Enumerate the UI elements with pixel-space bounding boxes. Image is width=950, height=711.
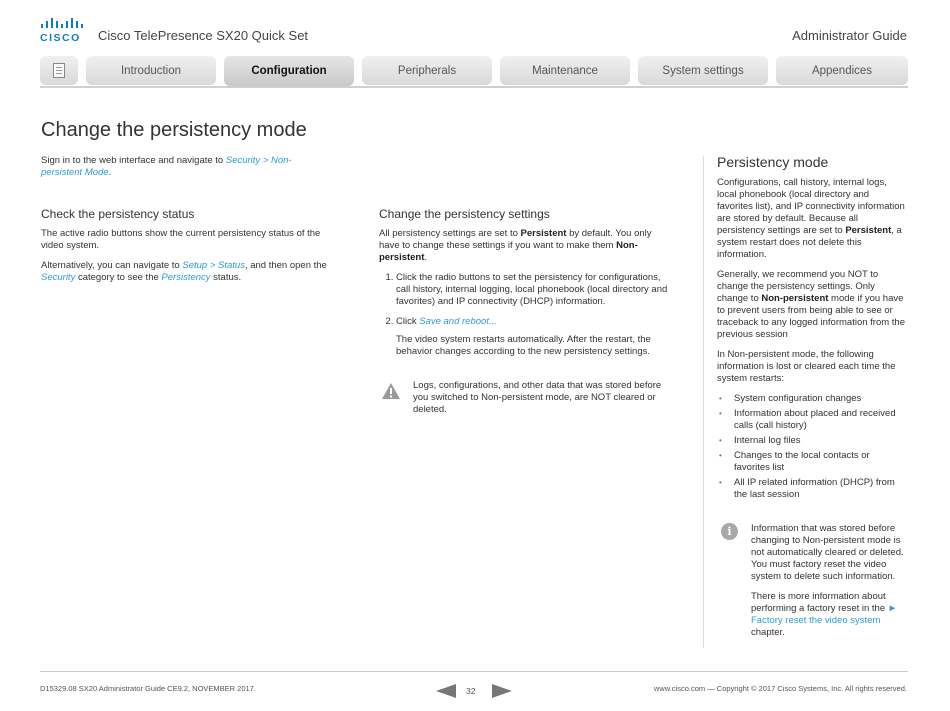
contents-icon: [53, 63, 65, 78]
factory-reset-link[interactable]: ► Factory reset the video system: [751, 603, 898, 626]
list-item: 2. Click Save and reboot... The video system restarts automatically. After the restart, the behavior changes according to the new persistency settings.: [396, 316, 674, 358]
change-settings-text: All persistency settings are set to Persistent by default. You only have to change these settings if you want to make them Non-persistent.: [379, 228, 652, 263]
page-title: Change the persistency mode: [41, 119, 307, 141]
save-and-reboot-link[interactable]: Save and reboot...: [419, 316, 497, 327]
tab-system-settings[interactable]: System settings: [638, 56, 768, 85]
warning-note: Logs, configurations, and other data that was stored before you switched to Non-persistent mode, are NOT cleared or deleted.: [379, 380, 674, 416]
security-nonpersistent-link[interactable]: Security > Non-persistent Mode: [41, 155, 292, 178]
check-status-text: The active radio buttons show the current persistency status of the video system.: [41, 228, 321, 251]
product-name: Cisco TelePresence SX20 Quick Set: [98, 28, 309, 43]
column-divider: [703, 156, 704, 648]
info-note: i Information that was stored before changing to Non-persistent mode is not automatically cleared or deleted. You must factory reset the video system to delete such information. There is more information about performing a factory reset in the ► Factory reset the video system chapter.: [717, 523, 907, 639]
list-item: • All IP related information (DHCP) from the last session: [717, 477, 907, 501]
steps-list: [379, 272, 674, 358]
tab-peripherals[interactable]: Peripherals: [362, 56, 492, 85]
copyright: www.cisco.com — Copyright © 2017 Cisco Systems, Inc. All rights reserved.: [653, 684, 907, 693]
tab-maintenance[interactable]: Maintenance: [500, 56, 630, 85]
persistency-mode-sidebar: [717, 156, 907, 647]
side-paragraph: Generally, we recommend you NOT to change the persistency settings. Only change to Non-persistent mode if you have to prevent users from being able to see or traceback to any logged information from the previous session: [717, 269, 905, 340]
footer-divider: [40, 671, 908, 672]
tab-underline: [40, 86, 908, 88]
list-item: • Changes to the local contacts or favorites list: [717, 450, 907, 474]
security-category-link[interactable]: Security: [41, 272, 76, 283]
list-item: • System configuration changes: [717, 393, 907, 405]
tab-contents[interactable]: [40, 56, 78, 85]
list-item: 1. Click the radio buttons to set the persistency for configurations, call history, internal logging, local phonebook (local directory and favorites) and IP connectivity (DHCP) information.: [396, 272, 674, 308]
chapter-tabs: [40, 56, 908, 86]
persistency-link[interactable]: Persistency: [161, 272, 211, 283]
side-paragraph: In Non-persistent mode, the following information is lost or cleared each time the system restarts:: [717, 349, 896, 384]
guide-name: Administrator Guide: [792, 28, 907, 43]
previous-page-arrow-icon[interactable]: [436, 684, 456, 698]
tab-configuration[interactable]: Configuration: [224, 56, 354, 86]
page-number: 32: [466, 686, 476, 696]
tab-introduction[interactable]: Introduction: [86, 56, 216, 85]
cisco-bars-icon: [40, 18, 84, 30]
persistency-mode-heading: Persistency mode: [717, 154, 829, 170]
document-id: D15329.08 SX20 Administrator Guide CE9.2, NOVEMBER 2017.: [40, 684, 256, 693]
check-status-section: [41, 208, 331, 292]
check-status-heading: Check the persistency status: [41, 207, 195, 221]
intro-text: Sign in to the web interface and navigate to Security > Non-persistent Mode.: [41, 155, 292, 178]
check-status-alternative: Alternatively, you can navigate to Setup > Status, and then open the Security category to see the Persistency status.: [41, 260, 327, 283]
tab-appendices[interactable]: Appendices: [776, 56, 908, 85]
side-paragraph: Configurations, call history, internal logs, local phonebook (local directory and favorites list), and IP connectivity information are stored by default. Because all persistency settings are set to Persistent, a system restart does not delete this information.: [717, 177, 905, 260]
setup-status-link[interactable]: Setup > Status: [182, 260, 245, 271]
list-item: • Information about placed and received calls (call history): [717, 408, 907, 432]
list-item: • Internal log files: [717, 435, 907, 447]
page-header: [0, 0, 950, 50]
next-page-arrow-icon[interactable]: [492, 684, 512, 698]
change-settings-section: [379, 208, 674, 416]
restart-note: The video system restarts automatically. After the restart, the behavior changes according to the new persistency settings.: [396, 334, 651, 357]
cleared-info-list: [717, 393, 907, 501]
warning-icon: [381, 382, 401, 400]
cisco-logo: [40, 18, 84, 42]
logo-wordmark: CISCO: [40, 32, 81, 44]
info-icon: i: [721, 523, 738, 540]
change-settings-heading: Change the persistency settings: [379, 207, 550, 221]
